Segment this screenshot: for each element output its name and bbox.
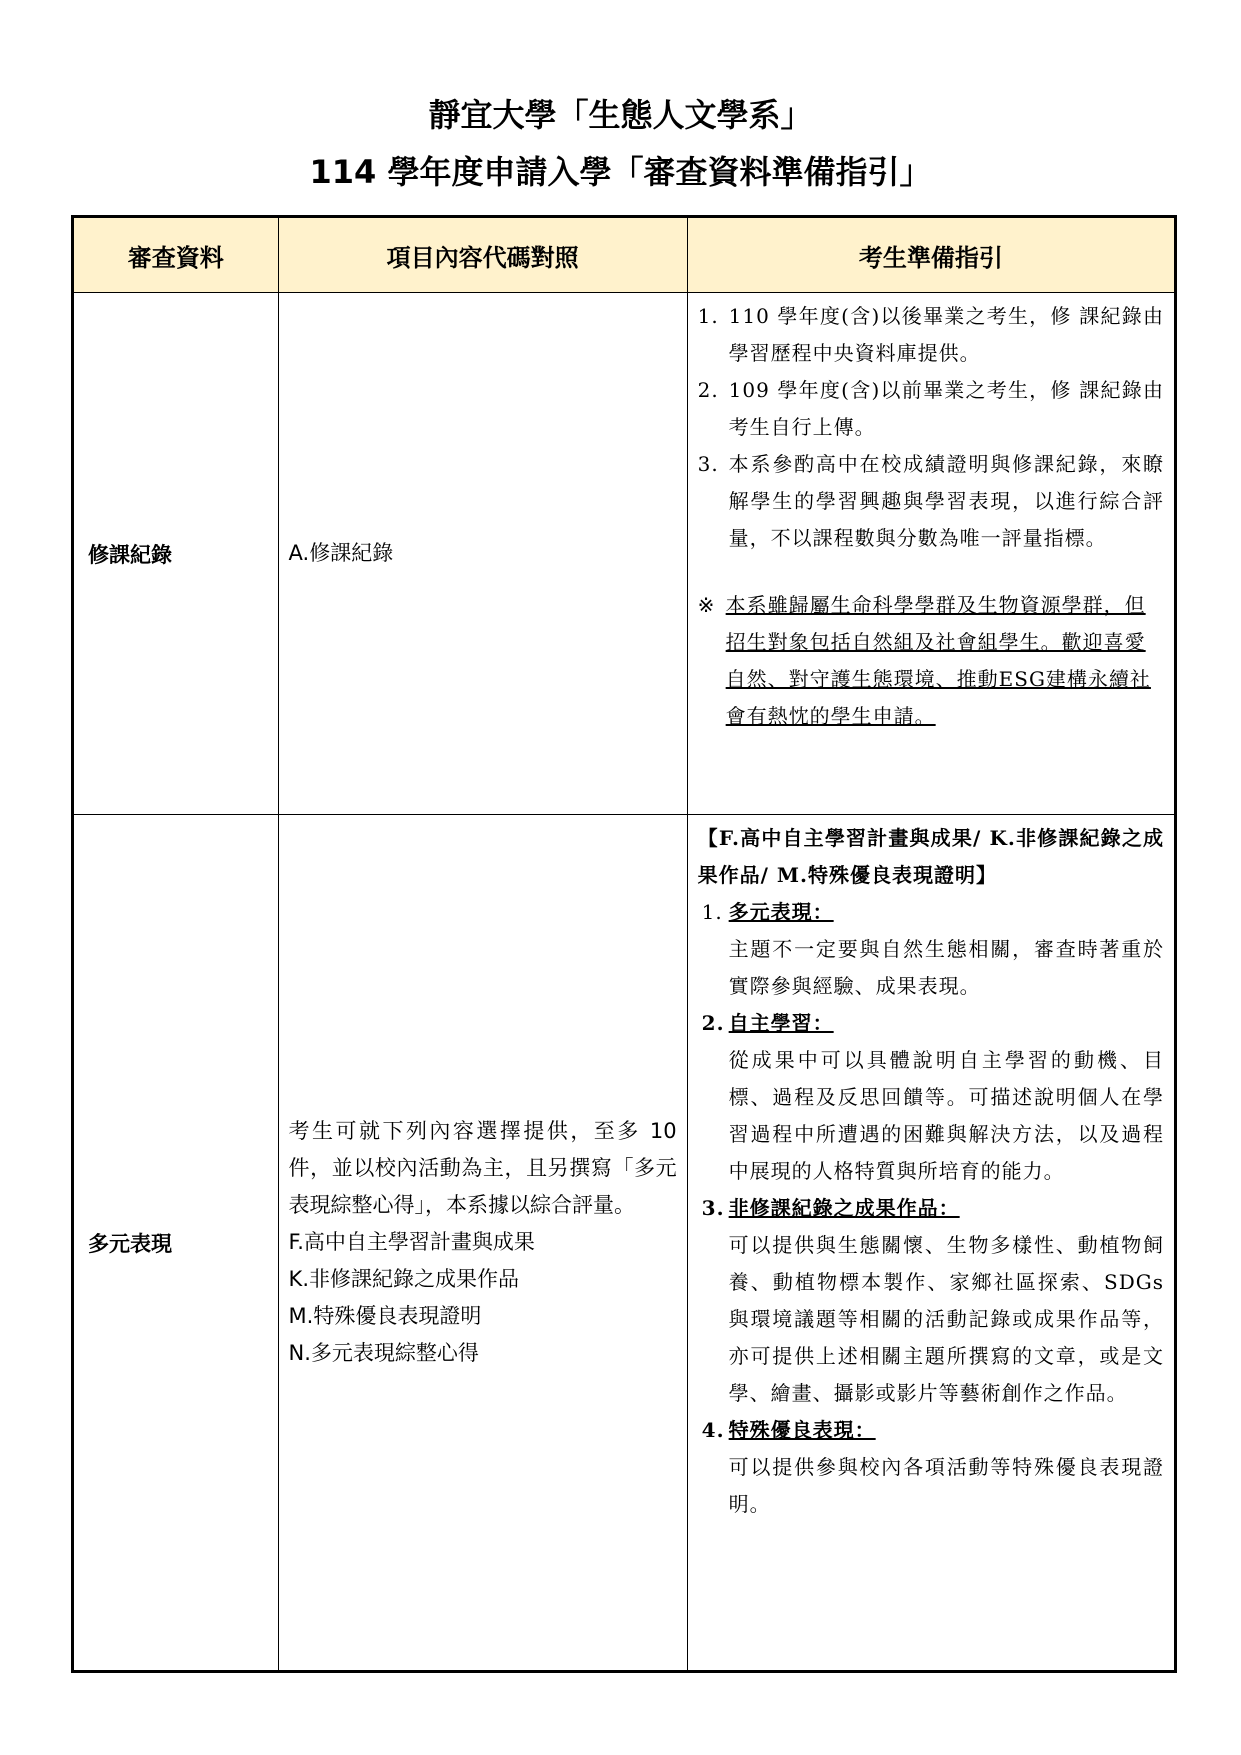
guide-item-number: 3.	[697, 452, 719, 476]
guide-item-text: 可以提供與生態關懷、生物多樣性、動植物飼養、動植物標本製作、家鄉社區探索、SDGs 與環境議題等相關的活動記錄或成果作品等，亦可提供上述相關主題所撰寫的文章，或是文學、繪畫、攝影或影片等藝術創作之作品。	[728, 1233, 1164, 1405]
table-header-row	[73, 217, 1176, 293]
guide-item	[698, 298, 1164, 372]
guide-item-text: 本系參酌高中在校成績證明與修課紀錄，來瞭解學生的學習興趣與學習表現，以進行綜合評量，不以課程數與分數為唯一評量指標。	[728, 452, 1164, 550]
header-guide: 考生準備指引	[687, 217, 1175, 293]
list-item: N.多元表現綜整心得	[288, 1341, 479, 1365]
row-label: 多元表現	[73, 815, 279, 1672]
note-text: 本系雖歸屬生命科學學群及生物資源學群，但招生對象包括自然組及社會組學生。歡迎喜愛自然、對守護生態環境、推動ESG建構永續社會有熱忱的學生申請。	[725, 593, 1151, 728]
guide-item-title: 自主學習：	[728, 1011, 834, 1035]
guide-item-number: 2.	[697, 378, 719, 402]
code-list	[289, 1224, 687, 1372]
row-code	[278, 815, 687, 1672]
guide-item	[698, 372, 1164, 446]
guide-item-text: 110 學年度(含)以後畢業之考生，修 課紀錄由學習歷程中央資料庫提供。	[728, 304, 1164, 365]
row-code: A.修課紀錄	[278, 293, 687, 815]
row-guide	[687, 815, 1175, 1672]
guide-item-title: 非修課紀錄之成果作品：	[728, 1196, 960, 1220]
guide-item-title: 多元表現：	[728, 900, 834, 924]
list-item: F.高中自主學習計畫與成果	[288, 1230, 535, 1254]
guide-heading: 【F.高中自主學習計畫與成果/ K.非修課紀錄之成果作品/ M.特殊優良表現證明】	[697, 826, 1164, 887]
header-review-material: 審查資料	[73, 217, 279, 293]
guide-item-number: 2.	[701, 1011, 725, 1035]
list-item: K.非修課紀錄之成果作品	[288, 1267, 519, 1291]
guide-item	[698, 1190, 1164, 1227]
guide-item	[698, 1412, 1164, 1449]
guide-item	[698, 894, 1164, 931]
header-item-code: 項目內容代碼對照	[278, 217, 687, 293]
row-label: 修課紀錄	[73, 293, 279, 815]
guide-item-number: 1.	[697, 304, 719, 328]
document-title-line1: 靜宜大學「生態人文學系」	[428, 96, 813, 134]
guide-item-text: 主題不一定要與自然生態相關，審查時著重於實際參與經驗、成果表現。	[728, 937, 1164, 998]
guide-item	[698, 1005, 1164, 1042]
guide-item-number: 4.	[701, 1418, 725, 1442]
guide-item-number: 3.	[701, 1196, 725, 1220]
guide-item-text: 從成果中可以具體說明自主學習的動機、目標、過程及反思回饋等。可描述說明個人在學習過程中所遭遇的困難與解決方法，以及過程中展現的人格特質與所培育的能力。	[728, 1048, 1164, 1183]
list-item: M.特殊優良表現證明	[288, 1304, 482, 1328]
guide-item	[698, 446, 1164, 557]
guide-item-text: 可以提供參與校內各項活動等特殊優良表現證明。	[728, 1455, 1164, 1516]
document-title-line2: 114 學年度申請入學「審查資料準備指引」	[309, 153, 932, 191]
guide-note	[698, 587, 1164, 735]
table-row-diverse-performance	[73, 815, 1176, 1672]
table-row-course-record	[73, 293, 1176, 815]
review-guide-table	[71, 215, 1177, 1673]
note-mark: ※	[697, 593, 716, 617]
code-intro: 考生可就下列內容選擇提供，至多 10 件，並以校內活動為主，且另撰寫「多元表現綜整心得」，本系據以綜合評量。	[288, 1119, 677, 1217]
guide-item-number: 1.	[701, 900, 723, 924]
row-guide	[687, 293, 1175, 815]
guide-item-text: 109 學年度(含)以前畢業之考生，修 課紀錄由考生自行上傳。	[728, 378, 1164, 439]
guide-item-title: 特殊優良表現：	[728, 1418, 876, 1442]
